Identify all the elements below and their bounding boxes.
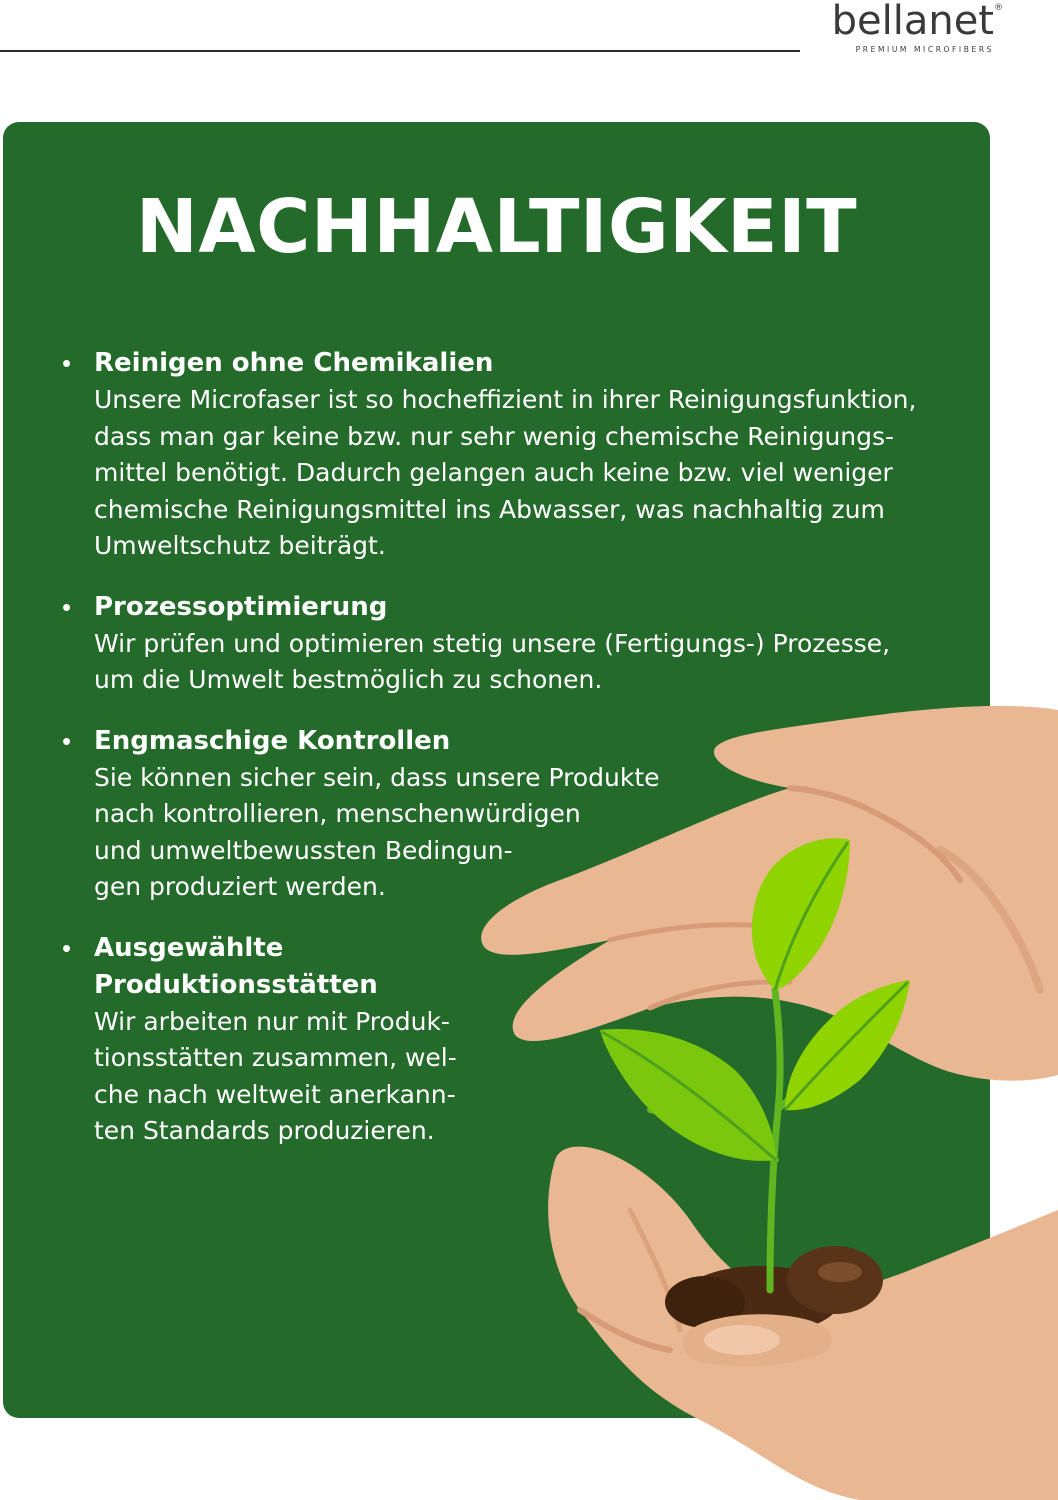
brand-tagline: PREMIUM MICROFIBERS <box>855 45 994 54</box>
item-text: Sie können sicher sein, dass unsere Produkte nach kontrollieren, menschenwürdigen und umweltbewussten Bedingun- gen produziert werden. <box>94 762 660 901</box>
item-heading: Ausgewählte Produktionsstätten <box>94 932 378 1000</box>
bullet-icon: • <box>62 932 72 963</box>
item-heading: Engmaschige Kontrollen <box>94 725 451 756</box>
feature-list <box>56 345 916 1174</box>
bullet-icon: • <box>62 348 72 378</box>
item-text: Unsere Microfaser ist so hocheffizient in ihrer Reinigungsfunktion, dass man gar keine bzw. nur sehr wenig chemische Reinigungs- mittel benötigt. Dadurch gelangen auch keine bzw. viel weniger chemische Reinigungsmittel ins Abwasser, was nachhaltig zum Umweltschutz beiträgt. <box>94 385 917 560</box>
list-item <box>56 345 916 565</box>
brand-name: bellanet ® <box>831 0 1003 44</box>
item-text: Wir arbeiten nur mit Produk- tionsstätten zusammen, wel- che nach weltweit anerkann- ten Standards produzieren. <box>94 1006 457 1145</box>
thumbnail <box>704 1325 780 1355</box>
list-item <box>56 930 916 1150</box>
item-text: Wir prüfen und optimieren stetig unsere (Fertigungs-) Prozesse, um die Umwelt bestmöglich zu schonen. <box>94 628 891 694</box>
bullet-icon: • <box>62 725 72 756</box>
item-heading: Reinigen ohne Chemikalien <box>94 348 494 378</box>
page-title: NACHHALTIGKEIT <box>135 184 858 270</box>
list-item <box>56 589 916 699</box>
registered-mark: ® <box>994 3 1003 13</box>
header-rule <box>0 50 800 52</box>
item-heading: Prozessoptimierung <box>94 591 388 622</box>
bullet-icon: • <box>62 591 72 622</box>
list-item <box>56 723 916 906</box>
brand-logo <box>831 0 1003 54</box>
